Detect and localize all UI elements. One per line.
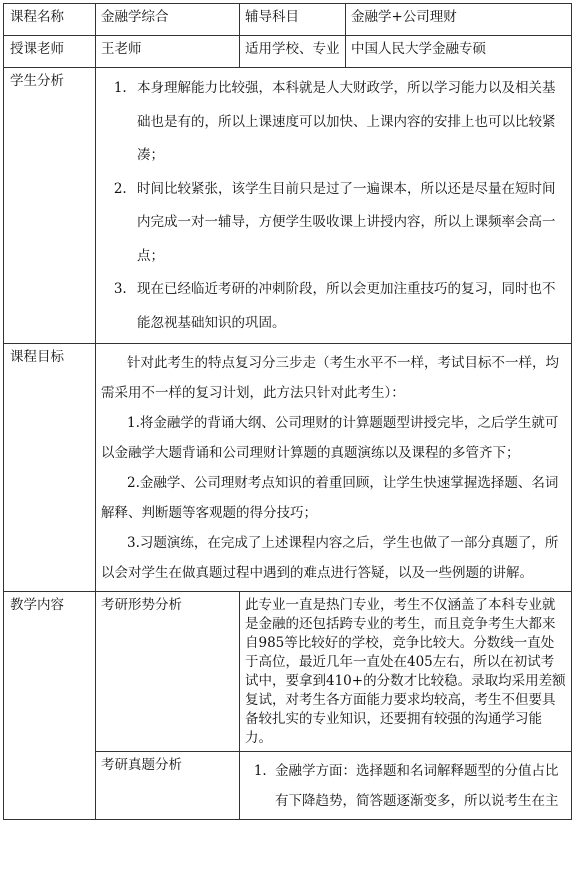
student-analysis-list xyxy=(101,72,566,340)
school-major-label: 适用学校、专业 xyxy=(240,36,346,68)
list-item: 3. 现在已经临近考研的冲刺阶段，所以会更加注重技巧的复习，同时也不能忽视基础知识的巩固。 xyxy=(131,273,566,340)
student-analysis-content xyxy=(96,68,572,344)
goal-paragraph: 2.金融学、公司理财考点知识的着重回顾，让学生快速掌握选择题、名词解释、判断题等客观题的得分技巧； xyxy=(101,475,559,521)
header-row-course xyxy=(4,4,572,36)
teacher-label: 授课老师 xyxy=(4,36,96,68)
goal-paragraph: 3.习题演练，在完成了上述课程内容之后，学生也做了一部分真题了，所以会对学生在做真题过程中遇到的难点进行答疑，以及一些例题的讲解。 xyxy=(101,535,559,581)
header-row-teacher xyxy=(4,36,572,68)
exam-analysis-content xyxy=(240,752,572,820)
course-goal-row xyxy=(4,344,572,592)
course-goal-label: 课程目标 xyxy=(4,344,96,592)
situation-analysis-text: 此专业一直是热门专业，考生不仅涵盖了本科专业就是金融的还包括跨专业的考生，而且竞争考生大都来自985等比较好的学校，竞争比较大。分数线一直处于高位，最近几年一直处在405左右，所以在初试考试中，要拿到410+的分数才比较稳。录取均采用差额复试，对考生各方面能力要求均较高，考生不但要具备较扎实的专业知识，还要拥有较强的沟通学习能力。 xyxy=(240,592,572,752)
situation-analysis-title: 考研形势分析 xyxy=(96,592,240,752)
tutoring-subject-value: 金融学+公司理财 xyxy=(346,4,572,36)
list-item: 1. 金融学方面：选择题和名词解释题型的分值占比有下降趋势，简答题逐渐变多，所以说考生在主 xyxy=(271,756,566,816)
exam-analysis-title: 考研真题分析 xyxy=(96,752,240,820)
course-goal-content xyxy=(96,344,572,592)
course-name-label: 课程名称 xyxy=(4,4,96,36)
exam-analysis-list xyxy=(245,756,566,816)
course-name-value: 金融学综合 xyxy=(96,4,240,36)
goal-paragraph: 1.将金融学的背诵大纲、公司理财的计算题题型讲授完毕，之后学生就可以金融学大题背诵和公司理财计算题的真题演练以及课程的多管齐下； xyxy=(101,415,559,461)
list-item: 1. 本身理解能力比较强，本科就是人大财政学，所以学习能力以及相关基础也是有的，所以上课速度可以加快、上课内容的安排上也可以比较紧凑； xyxy=(131,72,566,173)
student-analysis-row xyxy=(4,68,572,344)
school-major-value: 中国人民大学金融专硕 xyxy=(346,36,572,68)
student-analysis-label: 学生分析 xyxy=(4,68,96,344)
lesson-plan-table xyxy=(3,3,572,820)
goal-paragraph: 针对此考生的特点复习分三步走（考生水平不一样，考试目标不一样，均需采用不一样的复习计划，此方法只针对此考生）： xyxy=(101,355,559,401)
teacher-value: 王老师 xyxy=(96,36,240,68)
teaching-content-row-situation xyxy=(4,592,572,752)
tutoring-subject-label: 辅导科目 xyxy=(240,4,346,36)
list-item: 2. 时间比较紧张，该学生目前只是过了一遍课本，所以还是尽量在短时间内完成一对一辅导，方便学生吸收课上讲授内容，所以上课频率会高一点； xyxy=(131,173,566,274)
teaching-content-label: 教学内容 xyxy=(4,592,96,820)
